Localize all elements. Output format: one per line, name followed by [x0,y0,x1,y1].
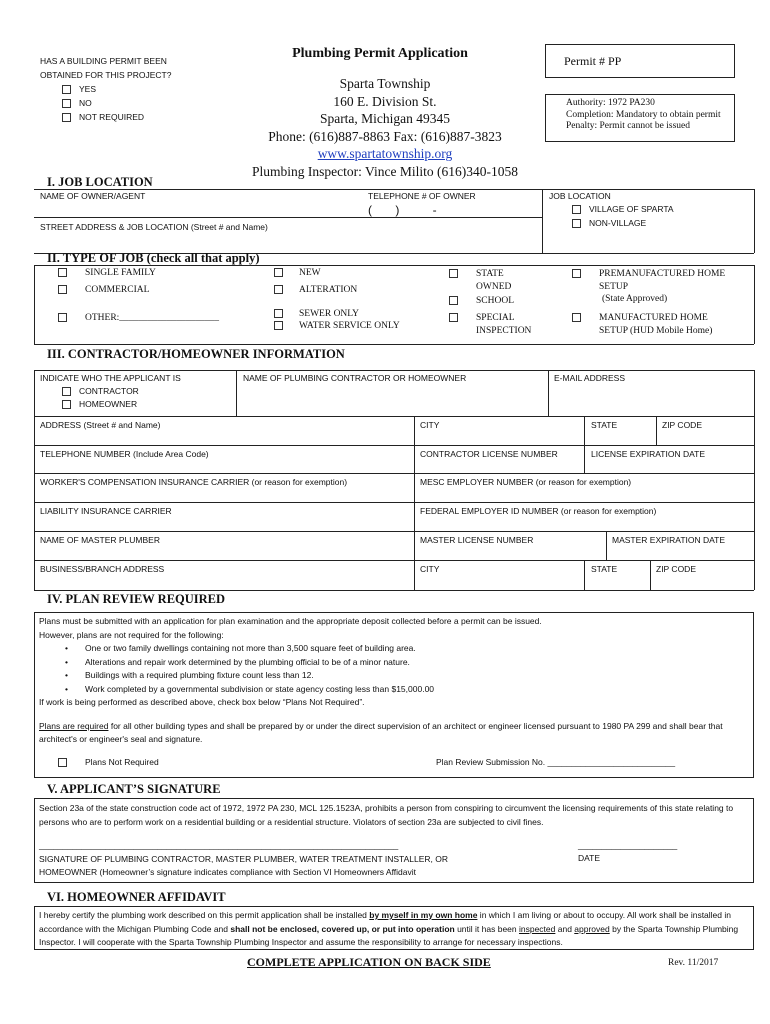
checkbox-icon[interactable] [449,296,458,305]
state-label: STATE [591,420,618,430]
license-expiration-label: LICENSE EXPIRATION DATE [591,449,705,459]
checkbox-icon[interactable] [572,219,581,228]
applicant-contractor[interactable]: CONTRACTOR [62,386,139,396]
section-4-title: IV. PLAN REVIEW REQUIRED [47,592,226,606]
city-label: CITY [420,420,440,430]
job-type-commercial[interactable]: COMMERCIAL [58,285,149,295]
checkbox-icon[interactable] [274,309,283,318]
job-type-single-family[interactable]: SINGLE FAMILY [58,268,156,278]
job-type-special-inspection[interactable]: SPECIAL INSPECTION [449,312,531,338]
master-plumber-label: NAME OF MASTER PLUMBER [40,535,160,545]
section-5-title: V. APPLICANT’S SIGNATURE [47,782,221,796]
job-type-water-service[interactable]: WATER SERVICE ONLY [274,321,400,331]
section-1-title: I. JOB LOCATION [47,175,153,189]
job-type-manufactured[interactable]: MANUFACTURED HOME SETUP (HUD Mobile Home) [572,312,712,337]
mesc-label: MESC EMPLOYER NUMBER (or reason for exemption) [420,477,632,487]
applicant-type-label: INDICATE WHO THE APPLICANT IS [40,373,181,383]
job-type-alteration[interactable]: ALTERATION [274,285,357,295]
checkbox-icon[interactable] [274,321,283,330]
checkbox-icon[interactable] [274,268,283,277]
checkbox-icon[interactable] [58,285,67,294]
workers-comp-label: WORKER'S COMPENSATION INSURANCE CARRIER (or reason for exemption) [40,477,348,487]
permit-option-not-required[interactable]: NOT REQUIRED [40,110,190,124]
township-phone: Phone: (616)887-8863 Fax: (616)887-3823 [268,128,502,144]
federal-id-label: FEDERAL EMPLOYER ID NUMBER (or reason for exemption) [420,506,657,516]
section-3-title: III. CONTRACTOR/HOMEOWNER INFORMATION [47,347,345,361]
plan-review-submission-field[interactable]: Plan Review Submission No. ___________________________ [436,757,676,767]
checkbox-icon[interactable] [62,400,71,409]
checkbox-icon[interactable] [58,313,67,322]
contractor-name-label: NAME OF PLUMBING CONTRACTOR OR HOMEOWNER [243,373,467,383]
telephone-label: TELEPHONE NUMBER (Include Area Code) [40,449,209,459]
permit-option-yes[interactable]: YES [40,82,190,96]
business-state-label: STATE [591,564,618,574]
owner-name-label: NAME OF OWNER/AGENT [40,191,146,201]
checkbox-icon[interactable] [449,269,458,278]
signature-label: SIGNATURE OF PLUMBING CONTRACTOR, MASTER PLUMBER, WATER TREATMENT INSTALLER, OR HOMEOWNER (Homeowner’s signature indicates compliance with Section VI Homeowners Affidavit [39,854,448,877]
revision-date: Rev. 11/2017 [668,958,719,968]
business-city-label: CITY [420,564,440,574]
job-location-village[interactable]: VILLAGE OF SPARTA [572,204,674,214]
email-label: E-MAIL ADDRESS [554,373,626,383]
checkbox-icon[interactable] [572,205,581,214]
checkbox-icon[interactable] [62,99,71,108]
job-location-non-village[interactable]: NON-VILLAGE [572,218,646,228]
signature-line[interactable]: ____________________________________________________________________________ [39,840,399,850]
page-title: Plumbing Permit Application [292,46,468,61]
address-label: ADDRESS (Street # and Name) [40,420,161,430]
contractor-license-label: CONTRACTOR LICENSE NUMBER [420,449,558,459]
master-expiration-label: MASTER EXPIRATION DATE [612,535,726,545]
checkbox-icon[interactable] [572,313,581,322]
zip-label: ZIP CODE [662,420,702,430]
authority-box [545,94,735,142]
permit-question [40,54,190,124]
township-city: Sparta, Michigan 49345 [319,111,451,126]
affidavit-text: I hereby certify the plumbing work described on this permit application shall be installed by myself in my own home in which I am living or about to occupy. All work shall be installed in accordance with the Michigan Plumbing Code and shall not be enclosed, covered up, or put into operation until it has been inspected and approved by the Sparta Township Plumbing Inspector. I will cooperate with the Sparta Township Plumbing Inspector and assume the responsibility to arrange for necessary inspections. [39,910,739,947]
owner-phone-field[interactable]: ( ) - [368,203,437,217]
list-item: • Work completed by a governmental subdivision or state agency costing less than $15,000.00 [39,683,749,697]
owner-phone-label: TELEPHONE # OF OWNER [368,191,476,201]
permit-number-label: Permit # PP [564,54,622,68]
plan-review-check-note: If work is being performed as described above, check box below “Plans Not Required”. [39,697,365,707]
township-info [230,75,540,180]
job-type-school[interactable]: SCHOOL [449,296,514,306]
liability-label: LIABILITY INSURANCE CARRIER [40,506,172,516]
business-address-label: BUSINESS/BRANCH ADDRESS [40,564,165,574]
permit-option-no[interactable]: NO [40,96,190,110]
permit-number-box[interactable] [545,44,735,78]
checkbox-icon[interactable] [62,85,71,94]
plan-review-text [39,615,749,747]
authority-text: Authority: 1972 PA230 [566,98,655,108]
date-line[interactable]: _____________________ [578,840,678,850]
checkbox-icon[interactable] [449,313,458,322]
checkbox-icon[interactable] [62,387,71,396]
plan-exemption-list [39,642,749,696]
checkbox-icon[interactable] [62,113,71,122]
completion-text: Completion: Mandatory to obtain permit [566,109,721,120]
signature-law-text: Section 23a of the state construction code act of 1972, 1972 PA 230, MCL 125.1523A, prohibits a person from conspiring to circumvent the licensing requirements of this state relating to persons who are to perform work on a residential building or a residential structure. Violators of section 23a are subjected to civil fines. [39,803,734,827]
master-license-label: MASTER LICENSE NUMBER [420,535,534,545]
job-type-sewer-only[interactable]: SEWER ONLY [274,309,359,319]
plan-review-however: However, plans are not required for the following: [39,629,224,640]
job-type-new[interactable]: NEW [274,268,321,278]
date-label: DATE [578,853,601,863]
section-2-title: II. TYPE OF JOB (check all that apply) [47,251,260,265]
checkbox-icon[interactable] [274,285,283,294]
plan-review-intro: Plans must be submitted with an application for plan examination and the appropriate deposit collected before a permit can be issued. [39,616,542,626]
list-item: • Buildings with a required plumbing fixture count less than 12. [39,669,749,683]
inspector-info: Plumbing Inspector: Vince Milito (616)340-1058 [252,163,518,179]
street-address-label: STREET ADDRESS & JOB LOCATION (Street # and Name) [40,222,268,232]
checkbox-icon[interactable] [58,268,67,277]
job-location-label: JOB LOCATION [549,191,611,201]
business-zip-label: ZIP CODE [656,564,696,574]
list-item: • Alterations and repair work determined by the plumbing official to be of a minor nature. [39,656,749,670]
penalty-text: Penalty: Permit cannot be issued [566,121,691,131]
section-6-title: VI. HOMEOWNER AFFIDAVIT [47,890,226,904]
list-item: • One or two family dwellings containing not more than 3,500 square feet of building area. [39,642,749,656]
job-type-other[interactable]: OTHER:_____________________ [58,313,219,323]
plans-not-required-checkbox[interactable]: Plans Not Required [58,757,159,767]
checkbox-icon[interactable] [58,758,67,767]
plans-required-text: Plans are required for all other building types and shall be prepared by or under the direct supervision of an architect or engineer licensed pursuant to 1980 PA 299 and shall bear that architect's or engineer's seal and signature. [39,720,723,744]
permit-question-text: HAS A BUILDING PERMIT BEEN OBTAINED FOR THIS PROJECT? [40,56,172,80]
township-address: 160 E. Division St. [333,93,437,109]
job-type-premanufactured[interactable]: PREMANUFACTURED HOME SETUP (State Approved) [572,268,725,306]
township-name: Sparta Township [339,76,431,91]
job-type-state-owned[interactable]: STATE OWNED [449,268,511,294]
complete-back-side-note: COMPLETE APPLICATION ON BACK SIDE [247,955,491,969]
checkbox-icon[interactable] [572,269,581,278]
applicant-homeowner[interactable]: HOMEOWNER [62,399,137,409]
website-link[interactable]: www.spartatownship.org [317,146,453,161]
